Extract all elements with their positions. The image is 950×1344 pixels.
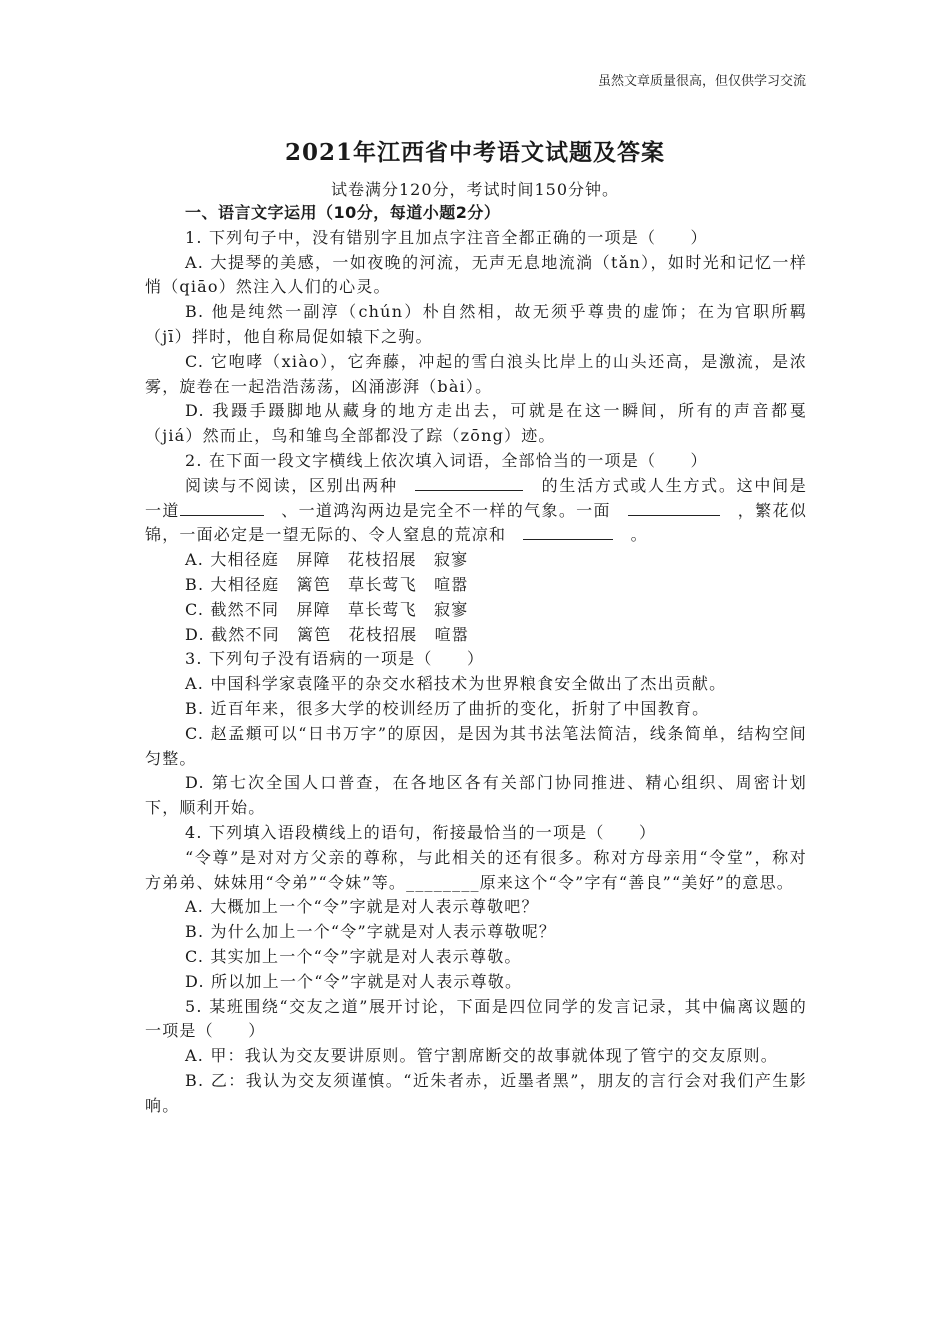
fill-blank: [415, 474, 523, 491]
document-title: 2021年江西省中考语文试题及答案: [284, 139, 665, 166]
question-1-option-b: B. 他是纯然一副淳（chún）朴自然相，故无须乎尊贵的虚饰；在为官职所羁（jī）拌时，他自称局促如辕下之驹。: [145, 302, 807, 346]
passage-part: 的生活方式或人生方式。这中间是一道: [145, 475, 807, 520]
question-3-option-c: C. 赵孟頫可以“日书万字”的原因，是因为其书法笔法简洁，线条简单，结构空间匀整。: [145, 723, 807, 768]
question-2-option-c: C. 截然不同 屏障 草长莺飞 寂寥: [185, 599, 469, 619]
question-5-stem: 5. 某班围绕“交友之道”展开讨论，下面是四位同学的发言记录，其中偏离议题的一项是（ ）: [145, 996, 807, 1041]
question-1-option-c: C. 它咆哮（xiào），它奔藤，冲起的雪白浪头比岸上的山头还高，是激流，是浓雾，旋卷在一起浩浩荡荡，凶涌澎湃（bài）。: [145, 351, 807, 396]
question-5-option-a: A. 甲：我认为交友要讲原则。管宁割席断交的故事就体现了管宁的交友原则。: [185, 1046, 778, 1066]
question-2-passage: [145, 474, 807, 548]
fill-blank: [180, 499, 264, 516]
question-4-option-a: A. 大概加上一个“令”字就是对人表示尊敬吧？: [185, 897, 539, 917]
exam-content: [145, 201, 807, 1118]
fill-blank: [523, 523, 613, 540]
question-1-stem: 1. 下列句子中，没有错别字且加点字注音全都正确的一项是（ ）: [185, 227, 708, 247]
question-3-option-b: B. 近百年来，很多大学的校训经历了曲折的变化，折射了中国教育。: [185, 698, 710, 718]
question-2-option-d: D. 截然不同 篱笆 花枝招展 喧嚣: [185, 624, 470, 644]
question-3-option-d: D. 第七次全国人口普查，在各地区各有关部门协同推进、精心组织、周密计划下，顺利开始。: [145, 773, 807, 818]
exam-info: 试卷满分120分，考试时间150分钟。: [330, 180, 620, 199]
section-heading: 一、语言文字运用（10分，每道小题2分）: [185, 203, 501, 222]
question-4-passage: “令尊”是对对方父亲的尊称，与此相关的还有很多。称对方母亲用“令堂”，称对方弟弟、妹妹用“令弟”“令妹”等。________原来这个“令”字有“善良”“美好”的意思。: [145, 847, 807, 892]
question-2-option-a: A. 大相径庭 屏障 花枝招展 寂寥: [185, 550, 469, 570]
question-4-option-b: B. 为什么加上一个“令”字就是对人表示尊敬呢？: [185, 922, 557, 942]
question-2-option-b: B. 大相径庭 篱笆 草长莺飞 喧嚣: [185, 574, 469, 594]
passage-part: 、一道鸿沟两边是完全不一样的气象。一面: [281, 500, 611, 520]
question-2-stem: 2. 在下面一段文字横线上依次填入词语，全部恰当的一项是（ ）: [185, 450, 708, 470]
question-4-option-c: C. 其实加上一个“令”字就是对人表示尊敬。: [185, 946, 522, 966]
question-4-option-d: D. 所以加上一个“令”字就是对人表示尊敬。: [185, 971, 523, 991]
question-5-option-b: B. 乙：我认为交友须谨慎。“近朱者赤，近墨者黑”，朋友的言行会对我们产生影响。: [145, 1070, 807, 1115]
passage-part: 。: [630, 525, 648, 545]
question-3-stem: 3. 下列句子没有语病的一项是（ ）: [185, 649, 485, 669]
header-note: 虽然文章质量很高，但仅供学习交流: [597, 74, 806, 89]
question-3-option-a: A. 中国科学家袁隆平的杂交水稻技术为世界粮食安全做出了杰出贡献。: [185, 674, 727, 694]
question-1-option-a: A. 大提琴的美感，一如夜晚的河流，无声无息地流淌（tǎn），如时光和记忆一样悄（qiāo）然注入人们的心灵。: [145, 252, 807, 297]
fill-blank: [628, 499, 720, 516]
question-4-stem: 4. 下列填入语段横线上的语句，衔接最恰当的一项是（ ）: [185, 822, 657, 842]
passage-part: 阅读与不阅读，区别出两种: [185, 475, 398, 495]
question-1-option-d: D. 我蹑手蹑脚地从藏身的地方走出去，可就是在这一瞬间，所有的声音都戛（jiá）然而止，鸟和雏鸟全部都没了踪（zōng）迹。: [145, 401, 807, 446]
passage-part: ，繁花似锦，一面必定是一望无际的、令人窒息的荒凉和: [145, 500, 808, 545]
